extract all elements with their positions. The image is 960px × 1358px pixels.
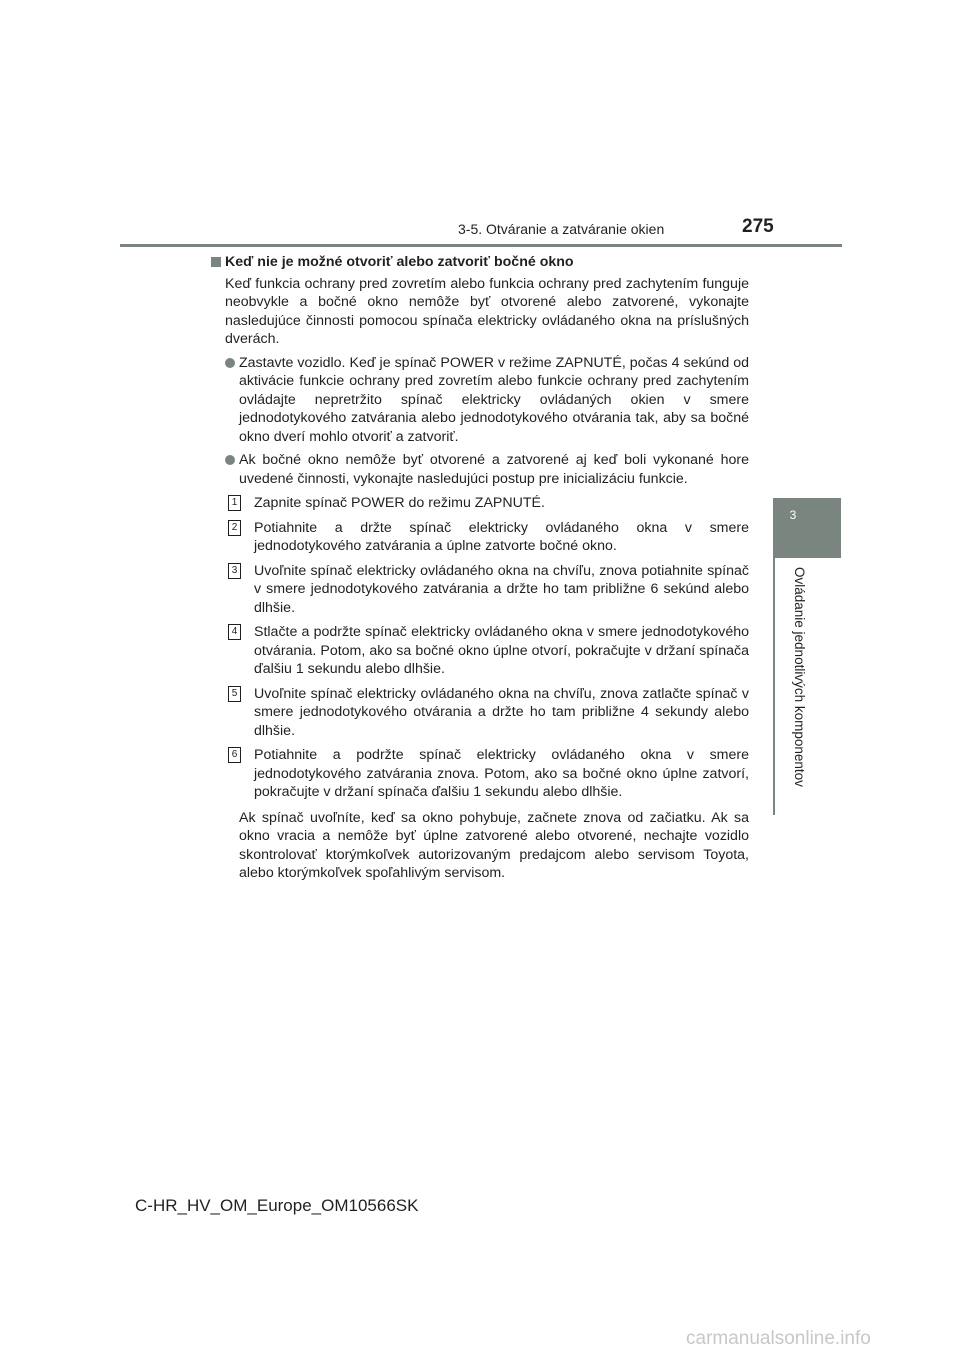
step-number-box: 6 xyxy=(228,747,241,763)
chapter-tab-rule xyxy=(773,558,775,815)
section-heading-text: Keď nie je možné otvoriť alebo zatvoriť bočné okno xyxy=(225,254,574,270)
step-item xyxy=(211,519,749,556)
step-text: Uvoľnite spínač elektricky ovládaného okna na chvíľu, znova potiahnite spínač v smere jednodotykového zatvárania a držte ho tam približne 6 sekúnd alebo dlhšie. xyxy=(254,562,749,616)
step-text: Zapnite spínač POWER do režimu ZAPNUTÉ. xyxy=(254,495,545,511)
closing-paragraph: Ak spínač uvoľníte, keď sa okno pohybuje, začnete znova od začiatku. Ak sa okno vracia a nemôže byť úplne zatvorené alebo otvorené, nechajte vozidlo skontrolovať ktorýmkoľvek autorizovaným predajcom alebo servisom Toyota, alebo ktorýmkoľvek spoľahlivým servisom. xyxy=(239,809,749,881)
step-number-box: 5 xyxy=(228,686,241,702)
watermark: carmanualsonline.info xyxy=(686,1328,871,1349)
intro-paragraph: Keď funkcia ochrany pred zovretím alebo funkcia ochrany pred zachytením funguje neobvykle a bočné okno nemôže byť otvorené alebo zatvorené, vykonajte nasledujúce činnosti pomocou spínača elektricky ovládaného okna na príslušných dverách. xyxy=(225,275,749,347)
section-heading xyxy=(211,253,749,272)
step-item xyxy=(211,685,749,741)
bullet-text: Zastavte vozidlo. Keď je spínač POWER v režime ZAPNUTÉ, počas 4 sekúnd od aktivácie funkcie ochrany pred zovretím alebo funkcie ochrany pred zachytením ovládajte nepretržito spínač elektricky ovládaných okien v smere jednodotykového zatvárania alebo jednodotykového otvárania tak, aby sa bočné okno dverí mohlo otvoriť a zatvoriť. xyxy=(239,354,749,445)
main-content xyxy=(211,253,749,883)
step-number-box: 4 xyxy=(228,624,241,640)
bullet-item xyxy=(211,451,749,488)
circle-bullet-icon xyxy=(225,358,235,368)
step-text: Stlačte a podržte spínač elektricky ovládaného okna v smere jednodotykového otvárania. Potom, ako sa bočné okno úplne otvorí, pokračujte v držaní spínača ďalšiu 1 sekundu alebo dlhšie. xyxy=(254,624,749,677)
chapter-number: 3 xyxy=(789,508,797,522)
step-item xyxy=(211,562,749,618)
square-bullet-icon xyxy=(211,257,221,267)
chapter-tab xyxy=(773,498,841,558)
circle-bullet-icon xyxy=(225,455,235,465)
step-text: Uvoľnite spínač elektricky ovládaného okna na chvíľu, znova zatlačte spínač v smere jednodotykového otvárania a držte ho tam približne 4 sekundy alebo dlhšie. xyxy=(254,685,749,739)
section-title: 3-5. Otváranie a zatváranie okien xyxy=(458,221,665,237)
step-item xyxy=(211,494,749,513)
step-text: Potiahnite a držte spínač elektricky ovládaného okna v smere jednodotykového zatvárania a úplne zatvorte bočné okno. xyxy=(254,519,749,554)
step-number-box: 3 xyxy=(228,563,241,579)
bullet-text: Ak bočné okno nemôže byť otvorené a zatvorené aj keď boli vykonané hore uvedené činnosti, vykonajte nasledujúci postup pre inicializáciu funkcie. xyxy=(239,452,749,487)
header-rule xyxy=(120,244,842,247)
step-number-box: 1 xyxy=(228,495,241,511)
page-number: 275 xyxy=(742,216,774,237)
document-code: C-HR_HV_OM_Europe_OM10566SK xyxy=(135,1196,419,1215)
step-number-box: 2 xyxy=(228,520,241,536)
step-item xyxy=(211,623,749,679)
chapter-label: Ovládanie jednotlivých komponentov xyxy=(792,567,807,787)
step-item xyxy=(211,746,749,802)
bullet-item xyxy=(211,354,749,447)
step-text: Potiahnite a podržte spínač elektricky ovládaného okna v smere jednodotykového zatvárania znova. Potom, ako sa bočné okno úplne zatvorí, pokračujte v držaní spínača ďalšiu 1 sekundu alebo dlhšie. xyxy=(254,747,749,800)
